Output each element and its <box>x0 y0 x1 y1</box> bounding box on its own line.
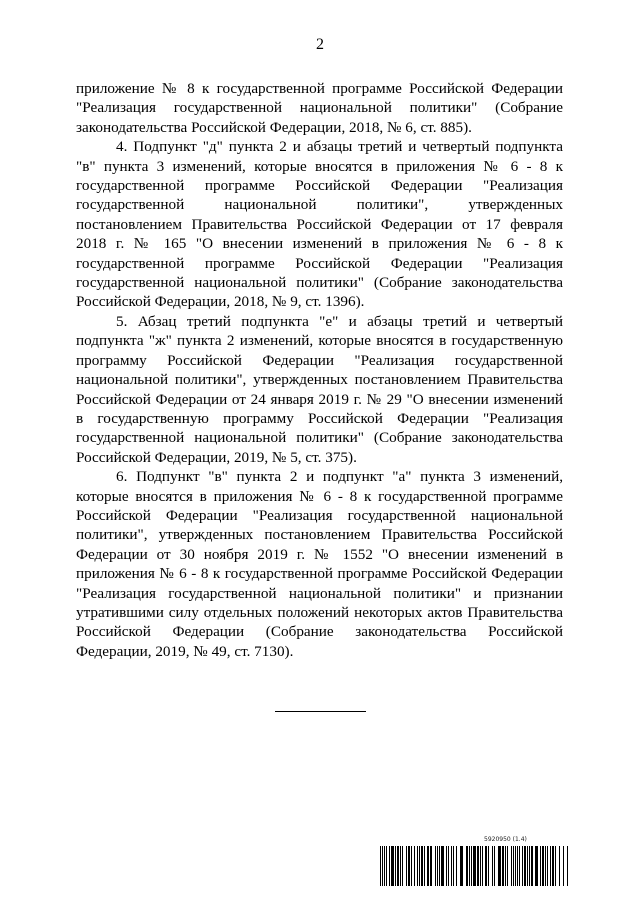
paragraph-continuation: приложение № 8 к государственной программе Российской Федерации "Реализация государственной национальной политики" (Собрание законодательства Российской Федерации, 2018, № 6, ст. 885). <box>76 80 563 136</box>
paragraph-item-4: 4. Подпункт "д" пункта 2 и абзацы третий и четвертый подпункта "в" пункта 3 изменений, которые вносятся в приложения № 6 - 8 к государственной программе Российской Федерации "Реализация государственной национальной политики", утвержденных постановлением Правительства Российской Федерации от 17 февраля 2018 г. № 165 "О внесении изменений в приложения № 6 - 8 к государственной программе Российской Федерации "Реализация государственной национальной политики" (Собрание законодательства Российской Федерации, 2018, № 9, ст. 1396). <box>76 138 563 311</box>
barcode-label: 5920950 (1.4) <box>484 836 527 843</box>
page-number: 2 <box>316 36 324 53</box>
document-body <box>76 79 563 661</box>
end-of-text-rule <box>275 711 366 712</box>
barcode-block <box>380 836 568 888</box>
barcode-image <box>380 846 568 886</box>
paragraph-item-5: 5. Абзац третий подпункта "е" и абзацы третий и четвертый подпункта "ж" пункта 2 изменений, которые вносятся в государственную программу Российской Федерации "Реализация государственной национальной политики", утвержденных постановлением Правительства Российской Федерации от 24 января 2019 г. № 29 "О внесении изменений в государственную программу Российской Федерации "Реализация государственной национальной политики" (Собрание законодательства Российской Федерации, 2019, № 5, ст. 375). <box>76 312 563 466</box>
paragraph-item-6: 6. Подпункт "в" пункта 2 и подпункт "а" пункта 3 изменений, которые вносятся в приложения № 6 - 8 к государственной программе Российской Федерации "Реализация государственной национальной политики", утвержденных постановлением Правительства Российской Федерации от 30 ноября 2019 г. № 1552 "О внесении изменений в приложения № 6 - 8 к государственной программе Российской Федерации "Реализация государственной национальной политики" и признании утратившими силу отдельных положений некоторых актов Правительства Российской Федерации (Собрание законодательства Российской Федерации, 2019, № 49, ст. 7130). <box>76 468 563 660</box>
